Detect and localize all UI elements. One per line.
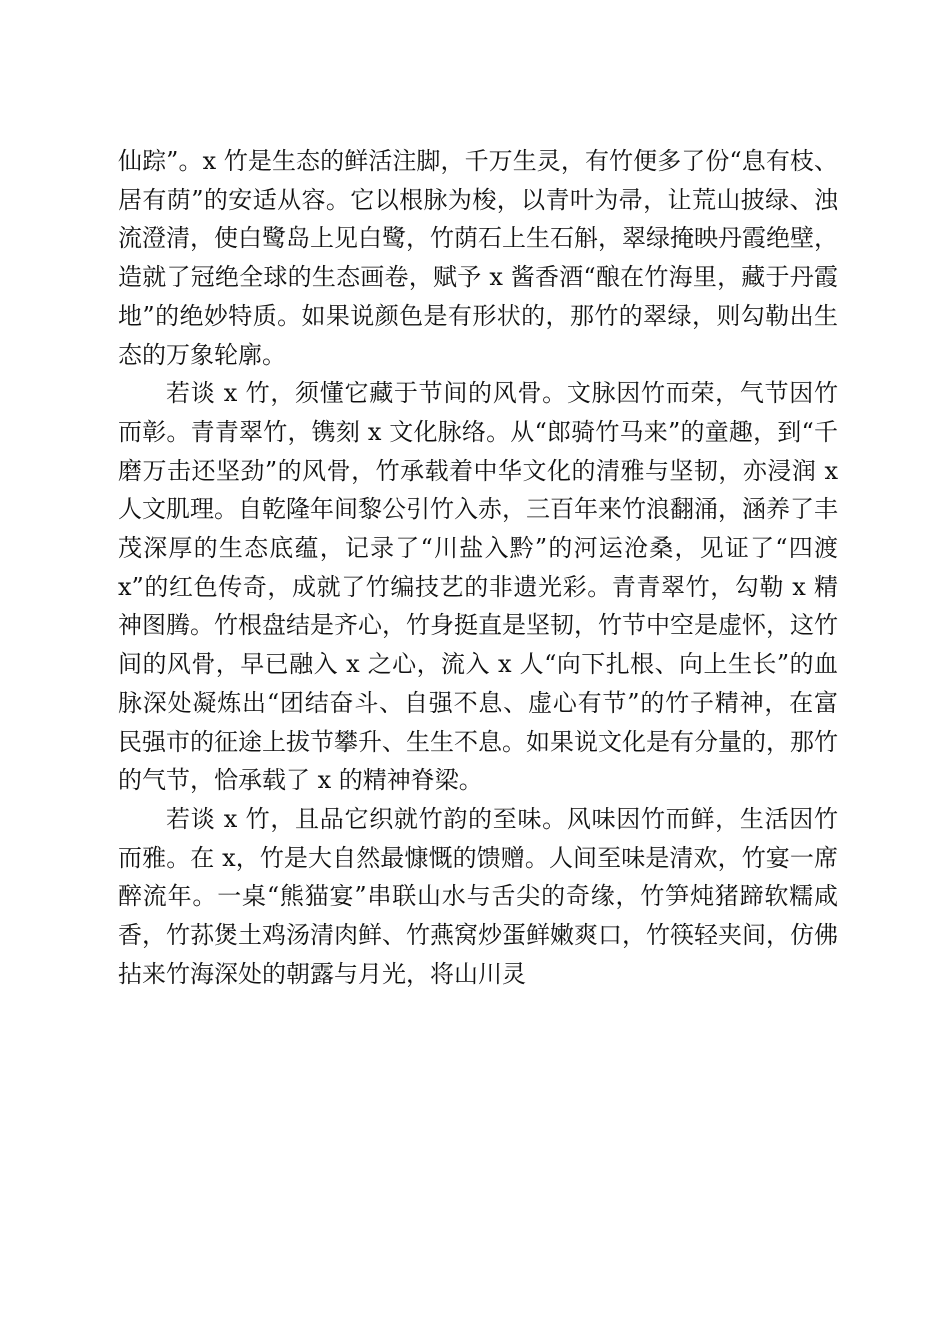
document-body xyxy=(118,142,838,993)
paragraph-flavor: 若谈 x 竹，且品它织就竹韵的至味。风味因竹而鲜，生活因竹而雅。在 x，竹是大自然最慷慨的馈赠。人间至味是清欢，竹宴一席醉流年。一桌“熊猫宴”串联山水与舌尖的奇缘，竹笋炖猪蹄软糯咸香，竹荪煲土鸡汤清肉鲜、竹燕窝炒蛋鲜嫩爽口，竹筷轻夹间，仿佛拈来竹海深处的朝露与月光，将山川灵 xyxy=(118,804,838,988)
paragraph-culture: 若谈 x 竹，须懂它藏于节间的风骨。文脉因竹而荣，气节因竹而彰。青青翠竹，镌刻 x 文化脉络。从“郎骑竹马来”的童趣，到“千磨万击还坚劲”的风骨，竹承载着中华文化的清雅与坚韧，亦浸润 x 人文肌理。自乾隆年间黎公引竹入赤，三百年来竹浪翻涌，涵养了丰茂深厚的生态底蕴，记录了“川盐入黔”的河运沧桑，见证了“四渡 x”的红色传奇，成就了竹编技艺的非遗光彩。青青翠竹，勾勒 x 精神图腾。竹根盘结是齐心，竹身挺直是坚韧，竹节中空是虚怀，这竹间的风骨，早已融入 x 之心，流入 x 人“向下扎根、向上生长”的血脉深处凝炼出“团结奋斗、自强不息、虚心有节”的竹子精神，在富民强市的征途上拔节攀升、生生不息。如果说文化是有分量的，那竹的气节，恰承载了 x 的精神脊梁。 xyxy=(118,379,838,795)
paragraph-ecology: 仙踪”。x 竹是生态的鲜活注脚，千万生灵，有竹便多了份“息有枝、居有荫”的安适从容。它以根脉为梭，以青叶为帚，让荒山披绿、浊流澄清，使白鹭岛上见白鹭，竹荫石上生石斛，翠绿掩映丹霞绝壁，造就了冠绝全球的生态画卷，赋予 x 酱香酒“酿在竹海里，藏于丹霞地”的绝妙特质。如果说颜色是有形状的，那竹的翠绿，则勾勒出生态的万象轮廓。 xyxy=(118,147,838,369)
